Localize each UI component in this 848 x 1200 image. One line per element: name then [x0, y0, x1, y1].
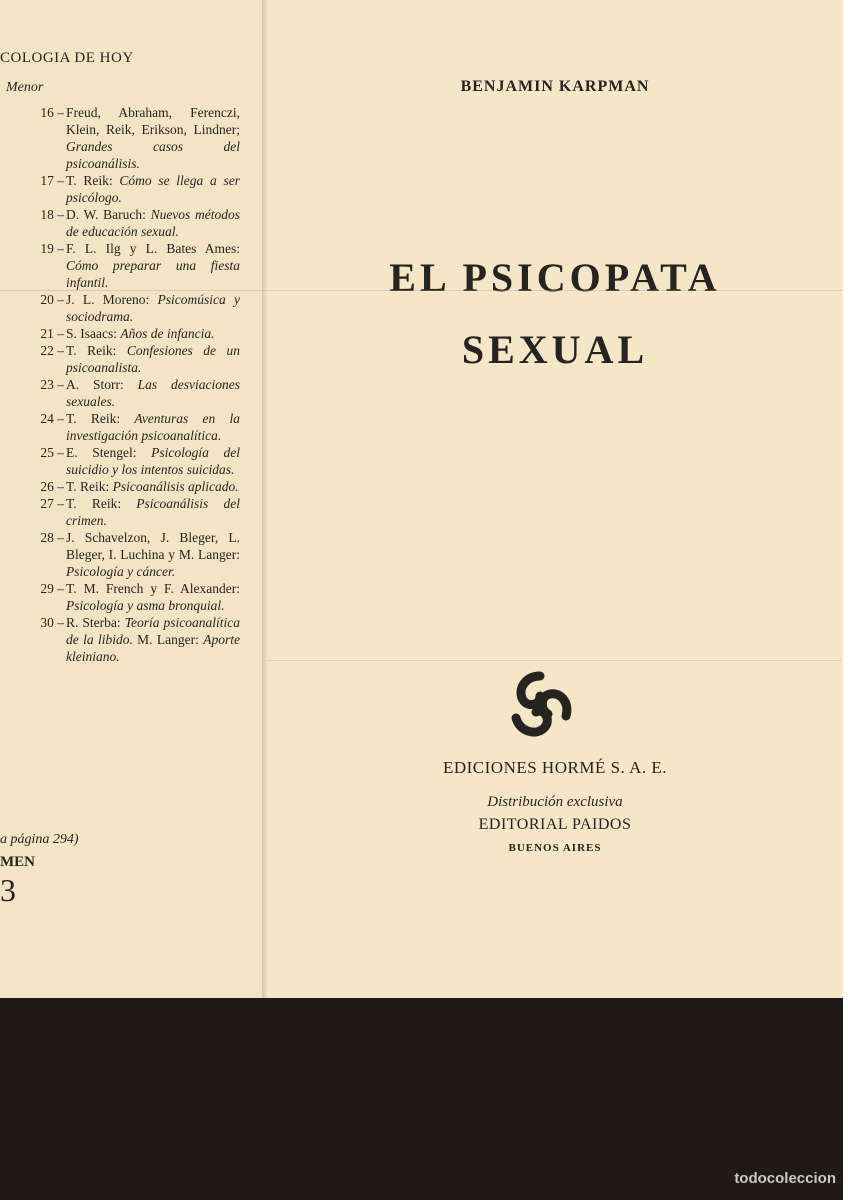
list-item-text: [66, 614, 240, 665]
list-item-number: 25 –: [40, 445, 64, 460]
list-item: [0, 104, 240, 172]
list-item-number: 17 –: [40, 173, 64, 188]
background-surface: [0, 998, 843, 1200]
list-item: [0, 342, 240, 376]
publisher-logo-icon: [504, 668, 576, 740]
list-item-author: J. Schavelzon, J. Bleger, L. Bleger, I. Luchina y M. Langer:: [66, 530, 240, 562]
distributor-name: EDITORIAL PAIDOS: [478, 816, 632, 833]
list-item-title: Psicomúsica y sociodrama.: [66, 292, 240, 324]
list-item-title: Psicoanálisis del crimen.: [66, 496, 241, 528]
list-item-text: [66, 580, 240, 614]
list-item-title: Teoría psicoanalítica de la libido.: [66, 615, 240, 647]
list-item-text: [66, 529, 240, 580]
list-item: [0, 325, 240, 342]
author-name: BENJAMIN KARPMAN: [460, 78, 650, 95]
list-item-title: Psicoanálisis aplicado.: [112, 479, 239, 494]
list-item-text: [66, 376, 240, 410]
distribution-note: Distribución exclusiva: [487, 794, 623, 810]
list-item: [0, 240, 240, 291]
list-item-author: Freud, Abraham, Ferenczi, Klein, Reik, Erikson, Lindner;: [66, 105, 240, 137]
book-title-line-1: EL PSICOPATA: [389, 255, 721, 300]
men-label: MEN: [0, 854, 35, 870]
list-item: [0, 172, 240, 206]
list-item: [0, 495, 240, 529]
list-item-author: S. Isaacs:: [66, 326, 121, 341]
continued-note: a página 294): [0, 832, 79, 847]
list-item-author: M. Langer:: [132, 632, 204, 647]
fold-crease: [0, 290, 843, 291]
list-item-text: [66, 478, 240, 495]
list-item-author: T. Reik:: [66, 343, 127, 358]
list-item-number: 22 –: [40, 343, 64, 358]
list-item: [0, 444, 240, 478]
list-item-title: Años de infancia.: [120, 326, 215, 341]
series-subtitle: Menor: [6, 80, 44, 95]
list-item-number: 16 –: [40, 105, 64, 120]
list-item-number: 28 –: [40, 530, 64, 545]
list-item: [0, 478, 240, 495]
list-item-number: 18 –: [40, 207, 64, 222]
left-page: [0, 0, 264, 998]
list-item-author: J. L. Moreno:: [66, 292, 158, 307]
watermark-text: todocoleccion: [734, 1170, 836, 1187]
list-item-text: [66, 206, 240, 240]
list-item-text: [66, 240, 240, 291]
list-item-title: Nuevos métodos de educación sexual.: [66, 207, 240, 239]
list-item-number: 24 –: [40, 411, 64, 426]
book-title-line-2: SEXUAL: [461, 327, 649, 372]
list-item-number: 26 –: [40, 479, 64, 494]
list-item-author: T. Reik:: [66, 479, 113, 494]
list-item-title: Las desviaciones sexuales.: [66, 377, 240, 409]
list-item-number: 29 –: [40, 581, 64, 596]
list-item-title: Confesiones de un psicoanalista.: [66, 343, 240, 375]
list-item: [0, 206, 240, 240]
list-item-title: Cómo se llega a ser psicólogo.: [66, 173, 240, 205]
list-item-author: T. Reik:: [66, 411, 135, 426]
list-item-title: Aporte kleiniano.: [66, 632, 240, 664]
publisher-name: EDICIONES HORMÉ S. A. E.: [442, 758, 668, 777]
list-item-title: Psicología y asma bronquial.: [66, 598, 225, 613]
book-list: [0, 104, 240, 665]
list-item-author: F. L. Ilg y L. Bates Ames:: [66, 241, 240, 256]
title-page: [267, 0, 843, 998]
list-item-text: [66, 444, 240, 478]
list-item-text: [66, 104, 240, 172]
city-name: BUENOS AIRES: [508, 842, 602, 854]
list-item: [0, 410, 240, 444]
list-item-text: [66, 495, 240, 529]
list-item: [0, 291, 240, 325]
page-digit: 3: [0, 872, 16, 908]
list-item-author: R. Sterba:: [66, 615, 125, 630]
list-item: [0, 614, 240, 665]
list-item-author: D. W. Baruch:: [66, 207, 151, 222]
list-item: [0, 529, 240, 580]
list-item-title: Psicología del suicidio y los intentos suicidas.: [66, 445, 240, 477]
list-item-number: 23 –: [40, 377, 64, 392]
list-item-author: E. Stengel:: [66, 445, 152, 460]
list-item-text: [66, 325, 240, 342]
list-item-author: T. Reik:: [66, 173, 120, 188]
series-title: COLOGIA DE HOY: [0, 50, 134, 66]
list-item-title: Cómo preparar una fiesta infantil.: [66, 258, 240, 290]
list-item-title: Psicología y cáncer.: [66, 564, 176, 579]
page-margin: [843, 0, 848, 1200]
list-item-author: T. M. French y F. Alexander:: [66, 581, 240, 596]
list-item-title: Aventuras en la investigación psicoanalítica.: [66, 411, 240, 443]
list-item-title: Grandes casos del psicoanálisis.: [66, 139, 240, 171]
list-item-number: 20 –: [40, 292, 64, 307]
list-item-number: 30 –: [40, 615, 64, 630]
list-item-number: 21 –: [40, 326, 64, 341]
list-item-text: [66, 291, 240, 325]
list-item-text: [66, 172, 240, 206]
list-item: [0, 376, 240, 410]
fold-crease-lower: [267, 660, 843, 661]
list-item-number: 27 –: [40, 496, 64, 511]
list-item-author: A. Storr:: [66, 377, 138, 392]
list-item-text: [66, 410, 240, 444]
list-item: [0, 580, 240, 614]
list-item-text: [66, 342, 240, 376]
list-item-number: 19 –: [40, 241, 64, 256]
list-item-author: T. Reik:: [66, 496, 137, 511]
